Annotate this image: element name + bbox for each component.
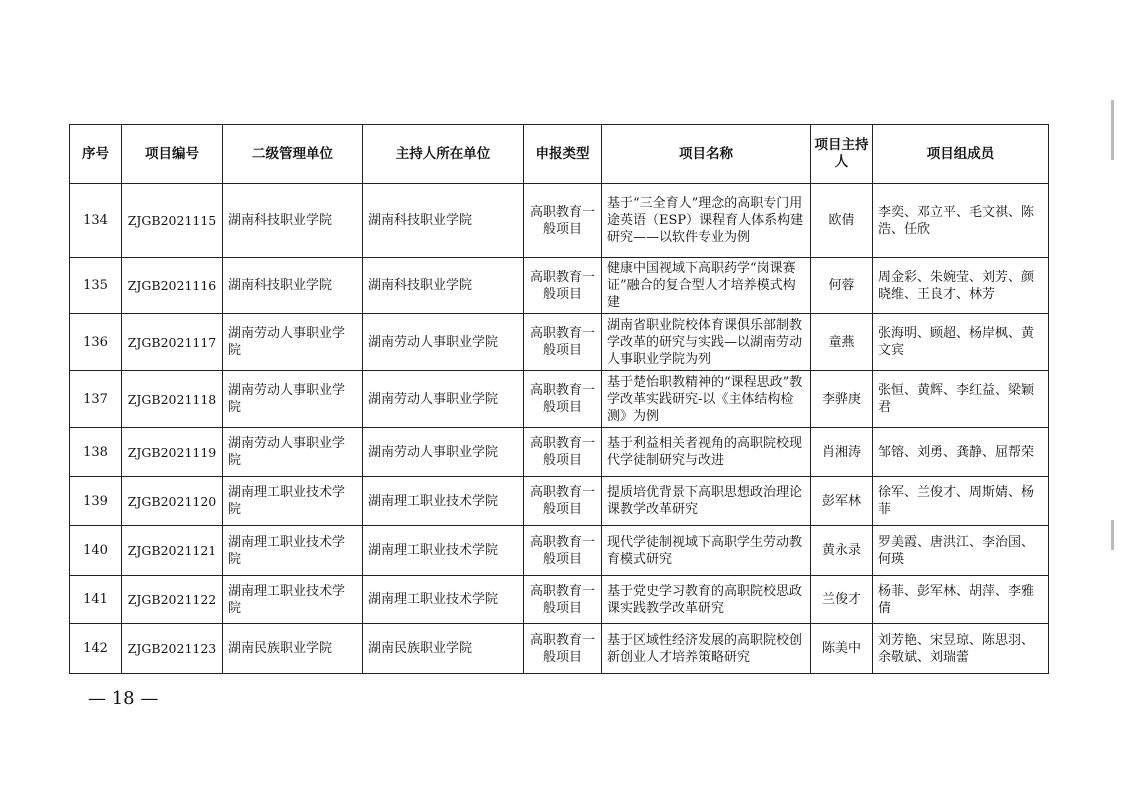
cell-type: 高职教育一般项目 <box>524 526 602 576</box>
cell-code: ZJGB2021115 <box>122 184 223 258</box>
cell-org: 湖南劳动人事职业学院 <box>363 314 524 371</box>
cell-org: 湖南劳动人事职业学院 <box>363 428 524 477</box>
scan-edge-mark <box>1111 520 1114 550</box>
cell-code: ZJGB2021120 <box>122 477 223 526</box>
table-row <box>70 184 1049 258</box>
table-row <box>70 526 1049 576</box>
cell-code: ZJGB2021121 <box>122 526 223 576</box>
cell-host: 李骅庚 <box>811 371 873 428</box>
table-row <box>70 428 1049 477</box>
header-unit: 二级管理单位 <box>223 125 363 184</box>
cell-code: ZJGB2021123 <box>122 624 223 674</box>
cell-code: ZJGB2021116 <box>122 258 223 314</box>
cell-name: 基于楚怡职教精神的“课程思政”教学改革实践研究-以《主体结构检测》为例 <box>602 371 811 428</box>
header-name: 项目名称 <box>602 125 811 184</box>
cell-org: 湖南理工职业技术学院 <box>363 576 524 624</box>
cell-num: 137 <box>70 371 122 428</box>
cell-members: 刘芳艳、宋昱琼、陈思羽、余敬斌、刘瑞蕾 <box>873 624 1049 674</box>
cell-members: 杨菲、彭军林、胡萍、李雅倩 <box>873 576 1049 624</box>
cell-code: ZJGB2021118 <box>122 371 223 428</box>
cell-org: 湖南理工职业技术学院 <box>363 477 524 526</box>
cell-name: 基于区域性经济发展的高职院校创新创业人才培养策略研究 <box>602 624 811 674</box>
header-type: 申报类型 <box>524 125 602 184</box>
table-row <box>70 624 1049 674</box>
cell-num: 140 <box>70 526 122 576</box>
header-members: 项目组成员 <box>873 125 1049 184</box>
table-row <box>70 258 1049 314</box>
cell-num: 136 <box>70 314 122 371</box>
cell-num: 142 <box>70 624 122 674</box>
cell-unit: 湖南劳动人事职业学院 <box>223 428 363 477</box>
cell-org: 湖南理工职业技术学院 <box>363 526 524 576</box>
cell-host: 欧倩 <box>811 184 873 258</box>
header-code: 项目编号 <box>122 125 223 184</box>
cell-type: 高职教育一般项目 <box>524 576 602 624</box>
cell-code: ZJGB2021117 <box>122 314 223 371</box>
project-table <box>69 124 1049 674</box>
table-row <box>70 576 1049 624</box>
cell-name: 基于“三全育人”理念的高职专门用途英语（ESP）课程育人体系构建研究——以软件专业为例 <box>602 184 811 258</box>
cell-type: 高职教育一般项目 <box>524 624 602 674</box>
cell-type: 高职教育一般项目 <box>524 477 602 526</box>
cell-num: 135 <box>70 258 122 314</box>
cell-num: 141 <box>70 576 122 624</box>
cell-num: 139 <box>70 477 122 526</box>
page-number: — 18 — <box>88 688 159 709</box>
cell-type: 高职教育一般项目 <box>524 428 602 477</box>
cell-unit: 湖南理工职业技术学院 <box>223 477 363 526</box>
cell-org: 湖南科技职业学院 <box>363 184 524 258</box>
header-num: 序号 <box>70 125 122 184</box>
cell-org: 湖南民族职业学院 <box>363 624 524 674</box>
cell-host: 兰俊才 <box>811 576 873 624</box>
cell-host: 陈美中 <box>811 624 873 674</box>
cell-unit: 湖南理工职业技术学院 <box>223 526 363 576</box>
cell-name: 提质培优背景下高职思想政治理论课教学改革研究 <box>602 477 811 526</box>
cell-unit: 湖南劳动人事职业学院 <box>223 314 363 371</box>
cell-host: 肖湘涛 <box>811 428 873 477</box>
cell-host: 黄永录 <box>811 526 873 576</box>
header-host: 项目主持人 <box>811 125 873 184</box>
cell-host: 彭军林 <box>811 477 873 526</box>
table-row <box>70 314 1049 371</box>
cell-host: 童燕 <box>811 314 873 371</box>
cell-type: 高职教育一般项目 <box>524 184 602 258</box>
cell-members: 张恒、黄辉、李红益、梁颖君 <box>873 371 1049 428</box>
cell-unit: 湖南民族职业学院 <box>223 624 363 674</box>
cell-unit: 湖南理工职业技术学院 <box>223 576 363 624</box>
table-row <box>70 477 1049 526</box>
cell-host: 何蓉 <box>811 258 873 314</box>
table-row <box>70 371 1049 428</box>
cell-members: 邹镕、刘勇、龚静、屈帮荣 <box>873 428 1049 477</box>
cell-num: 138 <box>70 428 122 477</box>
scan-edge-mark <box>1111 100 1114 160</box>
cell-members: 徐军、兰俊才、周斯婧、杨菲 <box>873 477 1049 526</box>
cell-name: 健康中国视域下高职药学“岗课赛证”融合的复合型人才培养模式构建 <box>602 258 811 314</box>
table-header-row <box>70 125 1049 184</box>
cell-members: 周金彩、朱婉莹、刘芳、颜晓维、王良才、林芳 <box>873 258 1049 314</box>
cell-name: 基于利益相关者视角的高职院校现代学徒制研究与改进 <box>602 428 811 477</box>
cell-code: ZJGB2021122 <box>122 576 223 624</box>
cell-unit: 湖南科技职业学院 <box>223 184 363 258</box>
cell-name: 现代学徒制视域下高职学生劳动教育模式研究 <box>602 526 811 576</box>
header-org: 主持人所在单位 <box>363 125 524 184</box>
cell-members: 李奕、邓立平、毛文祺、陈浩、任欣 <box>873 184 1049 258</box>
cell-members: 张海明、顾超、杨岸枫、黄文宾 <box>873 314 1049 371</box>
cell-org: 湖南劳动人事职业学院 <box>363 371 524 428</box>
cell-unit: 湖南劳动人事职业学院 <box>223 371 363 428</box>
cell-code: ZJGB2021119 <box>122 428 223 477</box>
cell-name: 基于党史学习教育的高职院校思政课实践教学改革研究 <box>602 576 811 624</box>
cell-name: 湖南省职业院校体育课俱乐部制教学改革的研究与实践—以湖南劳动人事职业学院为列 <box>602 314 811 371</box>
cell-num: 134 <box>70 184 122 258</box>
cell-unit: 湖南科技职业学院 <box>223 258 363 314</box>
cell-members: 罗美霞、唐洪江、李治国、何瑛 <box>873 526 1049 576</box>
cell-type: 高职教育一般项目 <box>524 371 602 428</box>
cell-type: 高职教育一般项目 <box>524 258 602 314</box>
cell-type: 高职教育一般项目 <box>524 314 602 371</box>
cell-org: 湖南科技职业学院 <box>363 258 524 314</box>
